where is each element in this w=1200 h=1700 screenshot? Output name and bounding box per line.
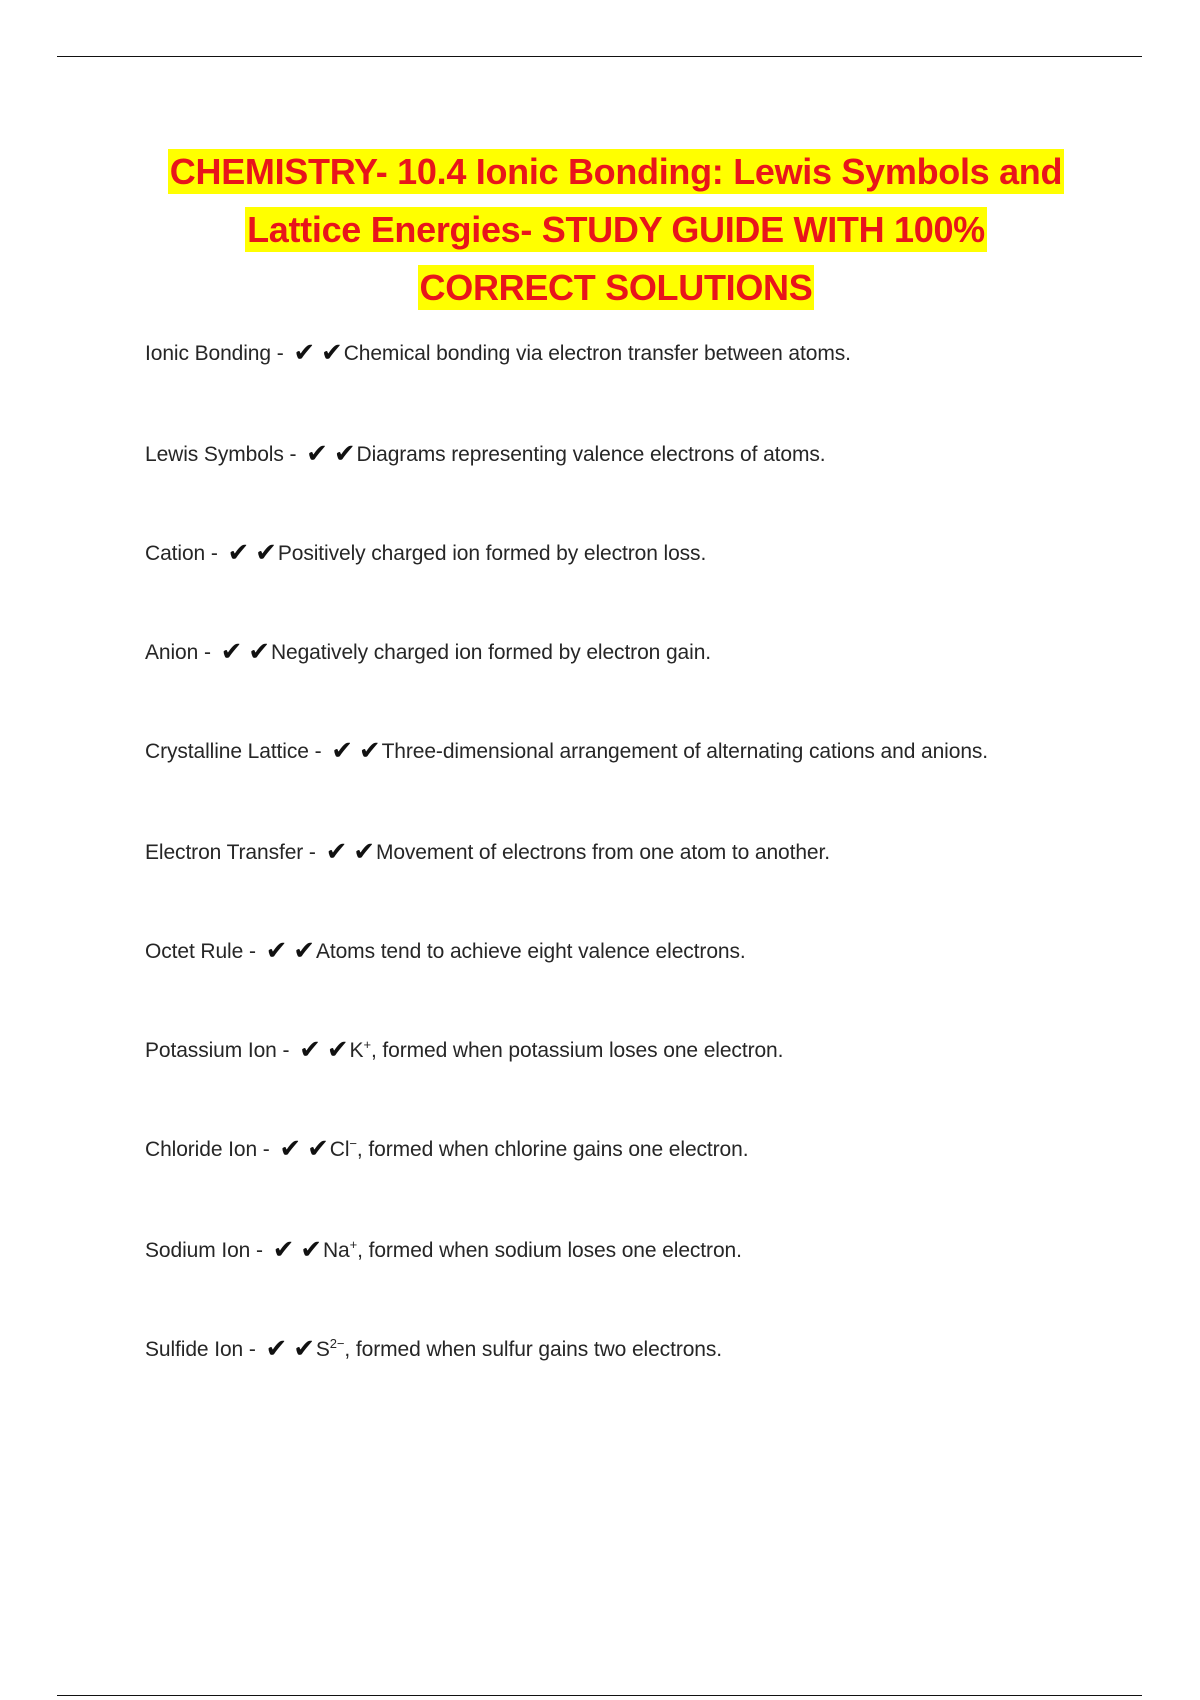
check-mark-icon: ✔ bbox=[321, 338, 343, 368]
check-mark-icon: ✔ bbox=[272, 1235, 295, 1265]
check-mark-icon: ✔ bbox=[293, 338, 316, 368]
entry-term: Cation - bbox=[145, 542, 224, 565]
glossary-entry-crystalline-lattice bbox=[145, 738, 988, 765]
check-mark-icon: ✔ bbox=[353, 837, 375, 867]
check-mark-icon: ✔ bbox=[265, 936, 288, 966]
check-mark-icon: ✔ bbox=[227, 538, 250, 568]
entry-definition: , formed when sodium loses one electron. bbox=[357, 1239, 742, 1262]
entry-term: Chloride Ion - bbox=[145, 1138, 276, 1161]
check-mark-icon: ✔ bbox=[331, 736, 353, 766]
ion-charge: + bbox=[363, 1037, 371, 1052]
title-line-text: CORRECT SOLUTIONS bbox=[419, 267, 813, 308]
entry-definition: Diagrams representing valence electrons of atoms. bbox=[356, 443, 826, 466]
glossary-entry-sodium-ion bbox=[145, 1237, 742, 1264]
check-mark-icon: ✔ bbox=[255, 538, 277, 568]
entry-definition: Movement of electrons from one atom to another. bbox=[375, 841, 830, 864]
check-mark-icon: ✔ bbox=[220, 637, 243, 667]
document-title bbox=[100, 143, 1132, 317]
glossary-entry-octet-rule bbox=[145, 938, 746, 965]
check-mark-icon: ✔ bbox=[333, 439, 356, 469]
entry-term: Crystalline Lattice - bbox=[145, 740, 328, 763]
header-rule bbox=[57, 56, 1142, 57]
ion-symbol: K bbox=[349, 1039, 364, 1062]
check-mark-icon: ✔ bbox=[248, 637, 270, 667]
glossary-entry-electron-transfer bbox=[145, 839, 830, 866]
entry-term: Sulfide Ion - bbox=[145, 1338, 262, 1361]
entry-term: Sodium Ion - bbox=[145, 1239, 269, 1262]
entry-definition: , formed when sulfur gains two electrons. bbox=[344, 1338, 723, 1361]
entry-term: Octet Rule - bbox=[145, 940, 262, 963]
entry-definition: Chemical bonding via electron transfer between atoms. bbox=[343, 342, 851, 365]
entry-term: Electron Transfer - bbox=[145, 841, 322, 864]
check-mark-icon: ✔ bbox=[326, 1035, 349, 1065]
entry-definition: Positively charged ion formed by electron loss. bbox=[277, 542, 707, 565]
title-line bbox=[100, 143, 1132, 201]
title-line bbox=[100, 259, 1132, 317]
ion-symbol: Na bbox=[322, 1239, 350, 1262]
check-mark-icon: ✔ bbox=[325, 837, 348, 867]
ion-charge: + bbox=[349, 1237, 358, 1252]
ion-charge: − bbox=[349, 1136, 357, 1151]
footer-rule bbox=[57, 1695, 1142, 1696]
check-mark-icon: ✔ bbox=[306, 439, 328, 469]
ion-symbol: Cl bbox=[329, 1138, 350, 1161]
entry-definition: Atoms tend to achieve eight valence electrons. bbox=[315, 940, 746, 963]
entry-term: Potassium Ion - bbox=[145, 1039, 296, 1062]
glossary-entry-chloride-ion bbox=[145, 1136, 748, 1163]
check-mark-icon: ✔ bbox=[307, 1134, 329, 1164]
title-line-text: Lattice Energies- STUDY GUIDE WITH 100% bbox=[247, 209, 985, 250]
glossary-entry-ionic-bonding bbox=[145, 340, 851, 367]
entry-definition: , formed when potassium loses one electron. bbox=[370, 1039, 784, 1062]
check-mark-icon: ✔ bbox=[293, 1334, 315, 1364]
glossary-entry-lewis-symbols bbox=[145, 441, 826, 468]
entry-definition: Three-dimensional arrangement of alternating cations and anions. bbox=[381, 740, 989, 763]
check-mark-icon: ✔ bbox=[265, 1334, 288, 1364]
entry-term: Lewis Symbols - bbox=[145, 443, 303, 466]
glossary-entry-anion bbox=[145, 639, 711, 666]
glossary-entry-potassium-ion bbox=[145, 1037, 783, 1064]
check-mark-icon: ✔ bbox=[300, 1235, 322, 1265]
entry-term: Anion - bbox=[145, 641, 217, 664]
glossary-entry-cation bbox=[145, 540, 706, 567]
entry-term: Ionic Bonding - bbox=[145, 342, 290, 365]
ion-charge: 2− bbox=[329, 1336, 345, 1351]
ion-symbol: S bbox=[315, 1338, 330, 1361]
entry-definition: Negatively charged ion formed by electron gain. bbox=[270, 641, 712, 664]
title-line-text: CHEMISTRY- 10.4 Ionic Bonding: Lewis Symbols and bbox=[169, 151, 1063, 192]
title-line bbox=[100, 201, 1132, 259]
check-mark-icon: ✔ bbox=[293, 936, 315, 966]
check-mark-icon: ✔ bbox=[358, 736, 381, 766]
check-mark-icon: ✔ bbox=[279, 1134, 302, 1164]
glossary-entry-sulfide-ion bbox=[145, 1336, 722, 1363]
entry-definition: , formed when chlorine gains one electron. bbox=[356, 1138, 749, 1161]
check-mark-icon: ✔ bbox=[299, 1035, 321, 1065]
